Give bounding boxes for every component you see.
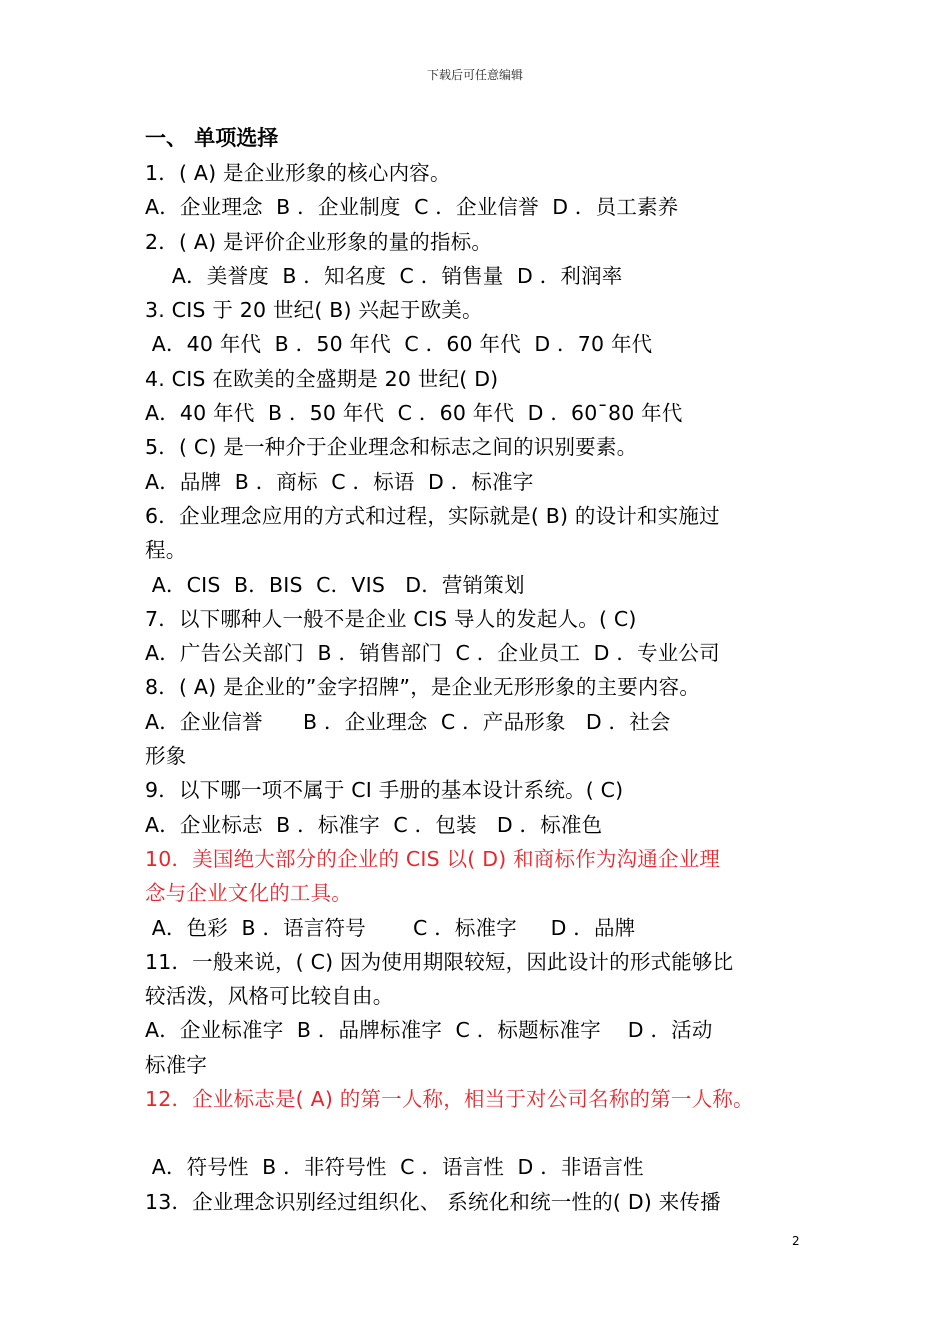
text-line: A．品牌 B ．商标 C ．标语 D ．标准字 — [145, 469, 534, 494]
text-line: 念与企业文化的工具。 — [145, 881, 352, 906]
text-line: 6．企业理念应用的方式和过程，实际就是( B) 的设计和实施过 — [145, 503, 720, 528]
text-line: A．40 年代 B ．50 年代 C ．60 年代 D ．70 年代 — [145, 332, 653, 357]
text-line: A．CIS B．BIS C．VIS D．营销策划 — [145, 572, 525, 597]
text-line: 5．( C) 是一种介于企业理念和标志之间的识别要素。 — [145, 435, 638, 460]
page-number: 2 — [792, 1234, 800, 1248]
text-line: 较活泼，风格可比较自由。 — [145, 984, 394, 1009]
text-line: A．企业标志 B ．标准字 C ．包装 D ．标准色 — [145, 812, 603, 837]
text-line: A．色彩 B ．语言符号 C ．标准字 D ．品牌 — [145, 915, 636, 940]
text-line: A．广告公关部门 B ．销售部门 C ．企业员工 D ．专业公司 — [145, 641, 720, 666]
text-line: 1．( A) 是企业形象的核心内容。 — [145, 161, 451, 185]
section-title: 一、 单项选择 — [145, 126, 279, 150]
document-body — [145, 122, 825, 1219]
text-line: 10．美国绝大部分的企业的 CIS 以( D) 和商标作为沟通企业理 — [145, 846, 721, 871]
text-line: 程。 — [145, 538, 187, 563]
text-line: 4. CIS 在欧美的全盛期是 20 世纪( D) — [145, 366, 499, 391]
page-header: 下载后可任意编辑 — [426, 68, 523, 82]
text-line: A．符号性 B ．非符号性 C ．语言性 D ．非语言性 — [145, 1155, 644, 1180]
text-line: 8．( A) 是企业的”金字招牌”，是企业无形形象的主要内容。 — [145, 675, 701, 700]
text-line: A．美誉度 B ．知名度 C ．销售量 D ．利润率 — [145, 263, 623, 288]
text-line — [145, 1116, 825, 1150]
question-list — [145, 156, 825, 1219]
text-line: 13．企业理念识别经过组织化、 系统化和统一性的( D) 来传播 — [145, 1189, 721, 1214]
text-line: 12．企业标志是( A) 的第一人称，相当于对公司名称的第一人称。 — [145, 1087, 754, 1112]
text-line: 形象 — [145, 744, 187, 769]
text-line: 2．( A) 是评价企业形象的量的指标。 — [145, 229, 493, 254]
text-line: 11．一般来说，( C) 因为使用期限较短，因此设计的形式能够比 — [145, 949, 734, 974]
text-line: A．企业理念 B ．企业制度 C ．企业信誉 D ．员工素养 — [145, 195, 679, 220]
text-line: A．企业信誉 B ．企业理念 C ．产品形象 D ．社会 — [145, 709, 671, 734]
text-line: 9．以下哪一项不属于 CI 手册的基本设计系统。( C) — [145, 778, 624, 803]
text-line: A．企业标准字 B ．品牌标准字 C ．标题标准字 D ．活动 — [145, 1018, 713, 1043]
text-line: 7．以下哪种人一般不是企业 CIS 导人的发起人。( C) — [145, 606, 637, 631]
text-line: 3. CIS 于 20 世纪( B) 兴起于欧美。 — [145, 298, 483, 323]
text-line: 标准字 — [145, 1052, 208, 1077]
text-line: A．40 年代 B ．50 年代 C ．60 年代 D ．60¯80 年代 — [145, 401, 683, 426]
